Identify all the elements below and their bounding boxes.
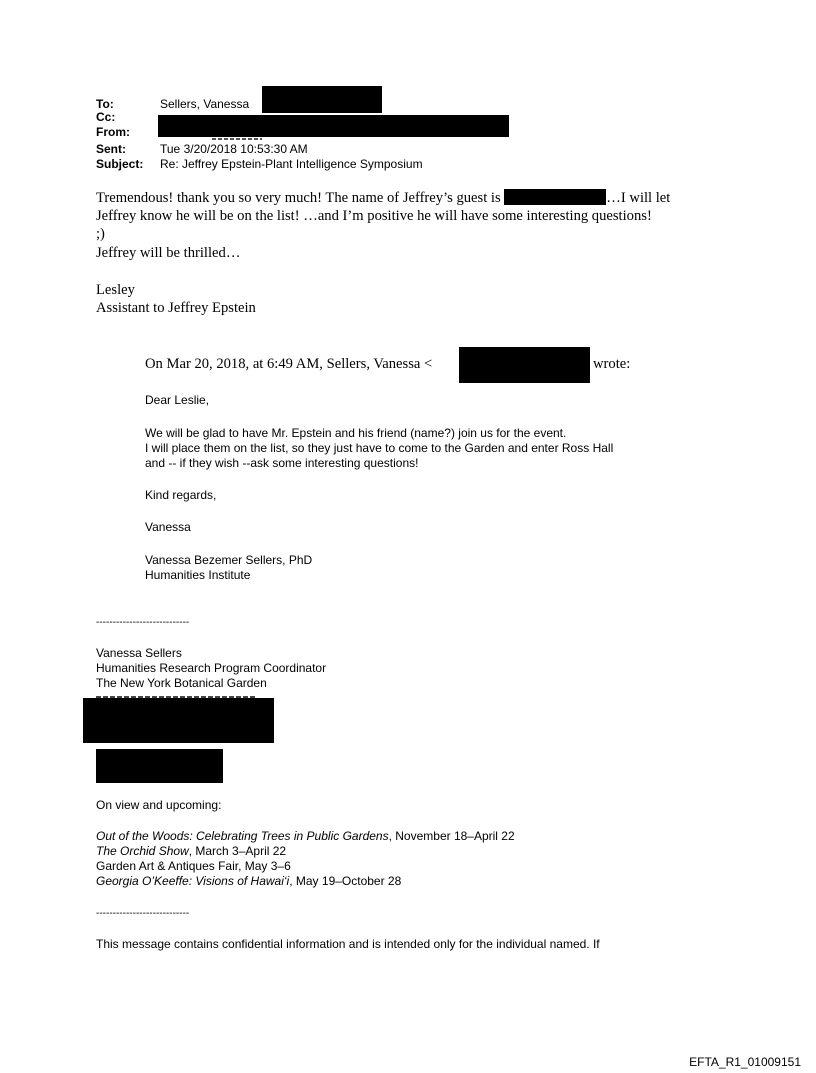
upcoming-heading: On view and upcoming: — [96, 798, 222, 812]
reply-line-1 — [96, 189, 670, 207]
reply-signature-name: Lesley — [96, 282, 135, 298]
signature-divider: ---------------------------- — [96, 617, 190, 628]
quoted-attribution-a: On Mar 20, 2018, at 6:49 AM, Sellers, Vanessa < — [145, 356, 433, 372]
subject-value: Re: Jeffrey Epstein-Plant Intelligence Symposium — [160, 157, 423, 171]
reply-line-1a: Tremendous! thank you so very much! The name of Jeffrey’s guest is — [96, 190, 505, 206]
quoted-sig-1: Vanessa Bezemer Sellers, PhD — [145, 553, 313, 567]
cc-label: Cc: — [96, 110, 116, 124]
redaction-guest-name — [504, 189, 606, 205]
redaction-address — [83, 698, 274, 743]
partial-from-text — [212, 137, 262, 141]
signature-title: Humanities Research Program Coordinator — [96, 661, 327, 675]
quoted-sig-2: Humanities Institute — [145, 568, 251, 582]
quoted-attribution — [145, 355, 432, 373]
sent-label: Sent: — [96, 142, 126, 156]
upcoming-item-1-title: Out of the Woods: Celebrating Trees in Public Gardens — [96, 829, 389, 843]
reply-signature-title: Assistant to Jeffrey Epstein — [96, 300, 256, 316]
redaction-phone — [96, 749, 223, 783]
upcoming-item-2 — [96, 844, 286, 859]
reply-line-3: ;) — [96, 226, 105, 242]
upcoming-item-4-title: Georgia O’Keeffe: Visions of Hawai‘i — [96, 874, 290, 888]
upcoming-item-1-dates: , November 18–April 22 — [388, 829, 515, 843]
document-id: EFTA_R1_01009151 — [689, 1055, 801, 1069]
reply-line-4: Jeffrey will be thrilled… — [96, 245, 241, 261]
upcoming-item-4-dates: , May 19–October 28 — [289, 874, 402, 888]
upcoming-item-2-dates: , March 3–April 22 — [188, 844, 287, 858]
subject-label: Subject: — [96, 157, 144, 171]
sent-value: Tue 3/20/2018 10:53:30 AM — [160, 142, 308, 156]
signature-org: The New York Botanical Garden — [96, 676, 267, 690]
quoted-name: Vanessa — [145, 520, 191, 534]
quoted-closing: Kind regards, — [145, 488, 217, 502]
from-label: From: — [96, 125, 130, 139]
quoted-greeting: Dear Leslie, — [145, 393, 210, 407]
quoted-attribution-b: wrote: — [593, 356, 631, 372]
reply-line-2: Jeffrey know he will be on the list! …and I’m positive he will have some interesting questions! — [96, 208, 652, 224]
quoted-para-1: We will be glad to have Mr. Epstein and his friend (name?) join us for the event. — [145, 426, 567, 440]
quoted-para-2: I will place them on the list, so they just have to come to the Garden and enter Ross Hall — [145, 441, 614, 455]
redaction-cc-from — [158, 115, 509, 137]
reply-line-1b: …I will let — [606, 190, 671, 206]
upcoming-item-2-title: The Orchid Show — [96, 844, 189, 858]
upcoming-item-1 — [96, 829, 515, 844]
redaction-to — [262, 86, 382, 113]
redaction-email — [459, 347, 590, 383]
upcoming-divider: ---------------------------- — [96, 908, 190, 919]
to-label: To: — [96, 97, 114, 111]
upcoming-item-3: Garden Art & Antiques Fair, May 3–6 — [96, 859, 291, 873]
to-value: Sellers, Vanessa — [160, 97, 250, 111]
quoted-para-3: and -- if they wish --ask some interesting questions! — [145, 456, 419, 470]
disclaimer-text: This message contains confidential information and is intended only for the individual named. If — [96, 937, 600, 951]
signature-name: Vanessa Sellers — [96, 646, 182, 660]
upcoming-item-4 — [96, 874, 401, 889]
